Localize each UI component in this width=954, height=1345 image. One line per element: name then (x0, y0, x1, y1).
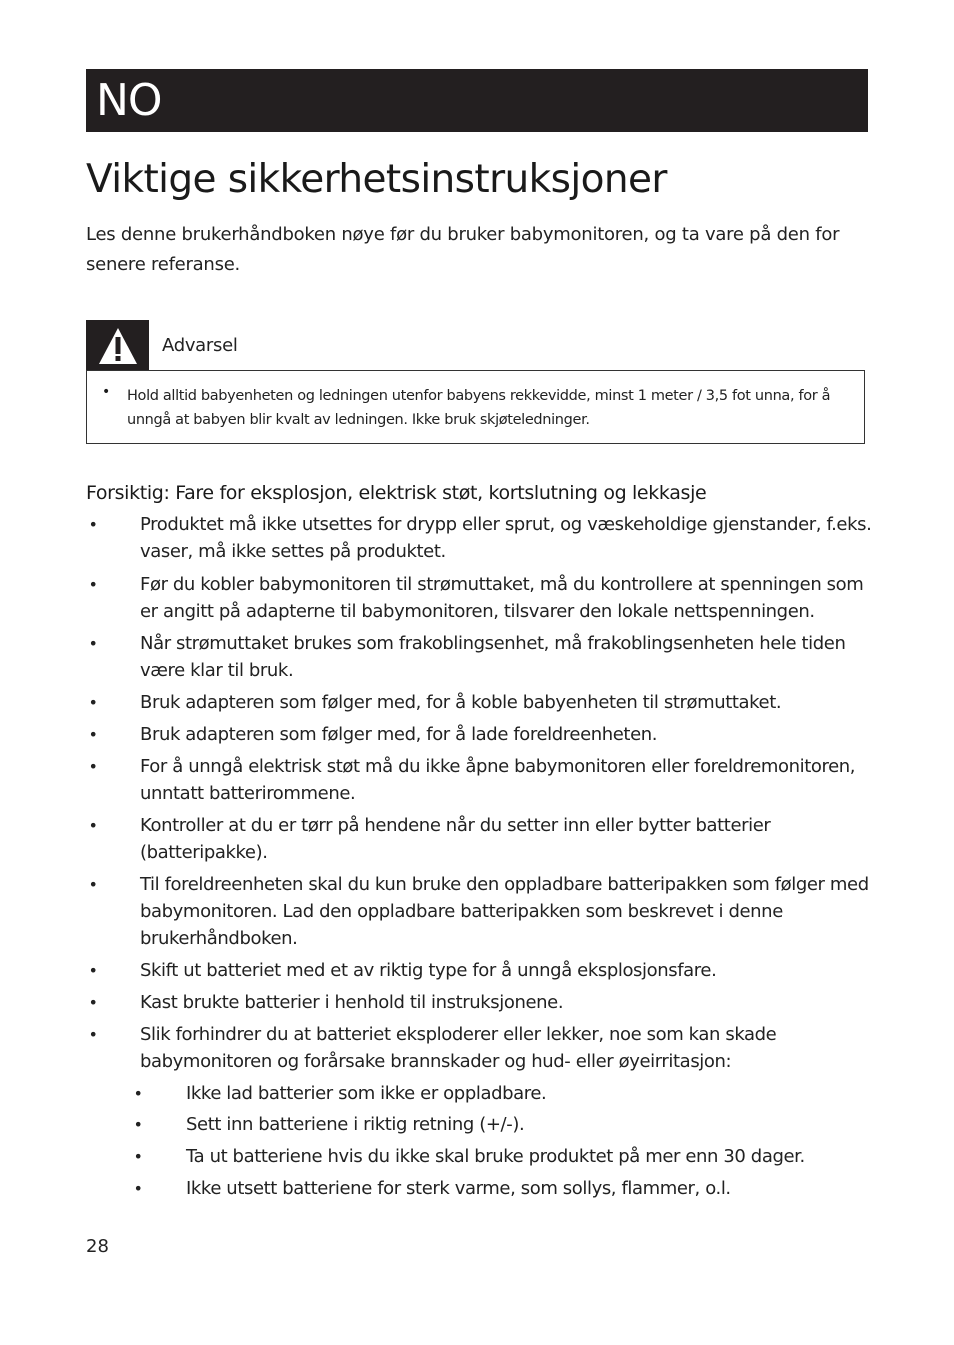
list-item-text: Kast brukte batterier i henhold til instruksjonene. (140, 992, 564, 1013)
list-item-text: Kontroller at du er tørr på hendene når du setter inn eller bytter batterier (batteripakke). (140, 815, 771, 863)
warning-text: Hold alltid babyenheten og ledningen utenfor babyens rekkevidde, minst 1 meter / 3,5 fot unna, for å unngå at babyen blir kvalt av ledningen. Ikke bruk skjøteledninger. (127, 388, 831, 428)
page-number: 28 (86, 1236, 109, 1257)
list-item-text: Slik forhindrer du at batteriet eksploderer eller lekker, noe som kan skade babymonitoren og forårsake brannskader og hud- eller øyeirritasjon: (140, 1024, 777, 1072)
sub-list-item-text: Sett inn batteriene i riktig retning (+/-). (186, 1114, 525, 1135)
page-title: Viktige sikkerhetsinstruksjoner (86, 157, 667, 202)
bullet: • (88, 634, 98, 653)
intro-paragraph: Les denne brukerhåndboken nøye før du bruker babymonitoren, og ta vare på den for senere referanse. (86, 224, 840, 275)
bullet: • (133, 1115, 143, 1134)
bullet: • (88, 1025, 98, 1044)
bullet: • (88, 816, 98, 835)
bullet: • (88, 575, 98, 594)
bullet: • (88, 725, 98, 744)
caution-heading: Forsiktig: Fare for eksplosjon, elektrisk støt, kortslutning og lekkasje (86, 482, 707, 504)
warning-triangle-icon (97, 326, 139, 366)
list-item-text: Til foreldreenheten skal du kun bruke den oppladbare batteripakken som følger med babymonitoren. Lad den oppladbare batteripakken som beskrevet i denne brukerhåndboken. (140, 874, 869, 949)
bullet: • (133, 1147, 143, 1166)
bullet: • (88, 875, 98, 894)
sub-list-item-text: Ikke utsett batteriene for sterk varme, som sollys, flammer, o.l. (186, 1178, 731, 1199)
warning-icon-box (86, 320, 149, 371)
list-item-text: Før du kobler babymonitoren til strømuttaket, må du kontrollere at spenningen som er angitt på adapterne til babymonitoren, tilsvarer den lokale nettspenningen. (140, 574, 864, 622)
bullet: • (102, 384, 111, 400)
bullet: • (88, 515, 98, 534)
list-item-text: Når strømuttaket brukes som frakoblingsenhet, må frakoblingsenheten hele tiden være klar til bruk. (140, 633, 846, 681)
list-item-text: Bruk adapteren som følger med, for å lade foreldreenheten. (140, 724, 658, 745)
list-item-text: Skift ut batteriet med et av riktig type for å unngå eksplosjonsfare. (140, 960, 717, 981)
bullet: • (88, 757, 98, 776)
list-item-text: For å unngå elektrisk støt må du ikke åpne babymonitoren eller foreldremonitoren, unntatt batterirommene. (140, 756, 856, 804)
bullet: • (88, 693, 98, 712)
bullet: • (88, 993, 98, 1012)
bullet: • (88, 961, 98, 980)
list-item-text: Bruk adapteren som følger med, for å koble babyenheten til strømuttaket. (140, 692, 782, 713)
sub-list-item-text: Ikke lad batterier som ikke er oppladbare. (186, 1083, 547, 1104)
language-tag: NO (96, 75, 162, 126)
sub-list-item-text: Ta ut batteriene hvis du ikke skal bruke produktet på mer enn 30 dager. (186, 1146, 805, 1167)
language-header-bar (86, 69, 868, 132)
bullet: • (133, 1179, 143, 1198)
warning-box (86, 370, 865, 444)
list-item-text: Produktet må ikke utsettes for drypp eller sprut, og væskeholdige gjenstander, f.eks. vaser, må ikke settes på produktet. (140, 514, 872, 562)
warning-label: Advarsel (162, 335, 238, 356)
bullet: • (133, 1084, 143, 1103)
